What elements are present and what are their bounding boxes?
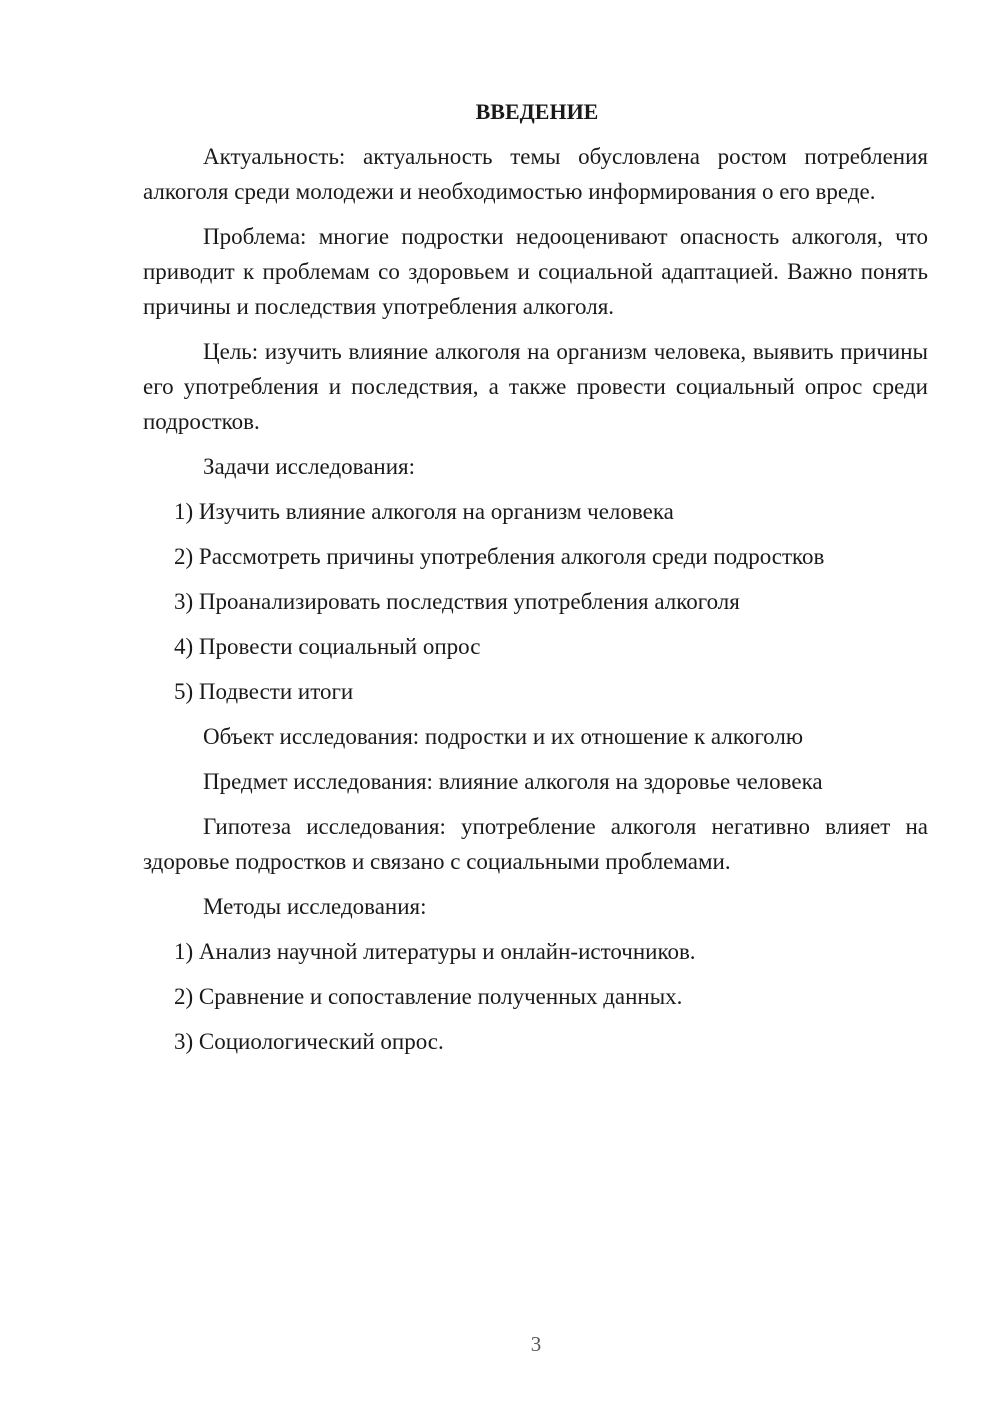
hypothesis-paragraph: Гипотеза исследования: употребление алкоголя негативно влияет на здоровье подростков и связано с социальными проблемами. <box>143 814 928 874</box>
section-title: ВВЕДЕНИЕ <box>475 99 599 124</box>
task-item: 4) Провести социальный опрос <box>174 634 481 659</box>
method-item: 1) Анализ научной литературы и онлайн-источников. <box>174 939 696 964</box>
document-body <box>143 94 928 1069</box>
problem-paragraph: Проблема: многие подростки недооценивают опасность алкоголя, что приводит к проблемам со здоровьем и социальной адаптацией. Важно понять причины и последствия употребления алкоголя. <box>143 224 928 319</box>
goal-paragraph: Цель: изучить влияние алкоголя на организм человека, выявить причины его употребления и последствия, а также провести социальный опрос среди подростков. <box>143 339 928 434</box>
task-item: 2) Рассмотреть причины употребления алкоголя среди подростков <box>174 544 825 569</box>
task-item: 5) Подвести итоги <box>174 679 354 704</box>
method-item: 3) Социологический опрос. <box>174 1029 444 1054</box>
task-item: 3) Проанализировать последствия употребления алкоголя <box>174 589 740 614</box>
object-line: Объект исследования: подростки и их отношение к алкоголю <box>203 724 804 749</box>
relevance-paragraph: Актуальность: актуальность темы обусловлена ростом потребления алкоголя среди молодежи и необходимостью информирования о его вреде. <box>143 144 928 204</box>
page-number: 3 <box>530 1332 542 1356</box>
subject-line: Предмет исследования: влияние алкоголя на здоровье человека <box>203 769 823 794</box>
methods-heading: Методы исследования: <box>203 894 427 919</box>
task-item: 1) Изучить влияние алкоголя на организм человека <box>174 499 674 524</box>
tasks-heading: Задачи исследования: <box>203 454 416 479</box>
method-item: 2) Сравнение и сопоставление полученных данных. <box>174 984 683 1009</box>
